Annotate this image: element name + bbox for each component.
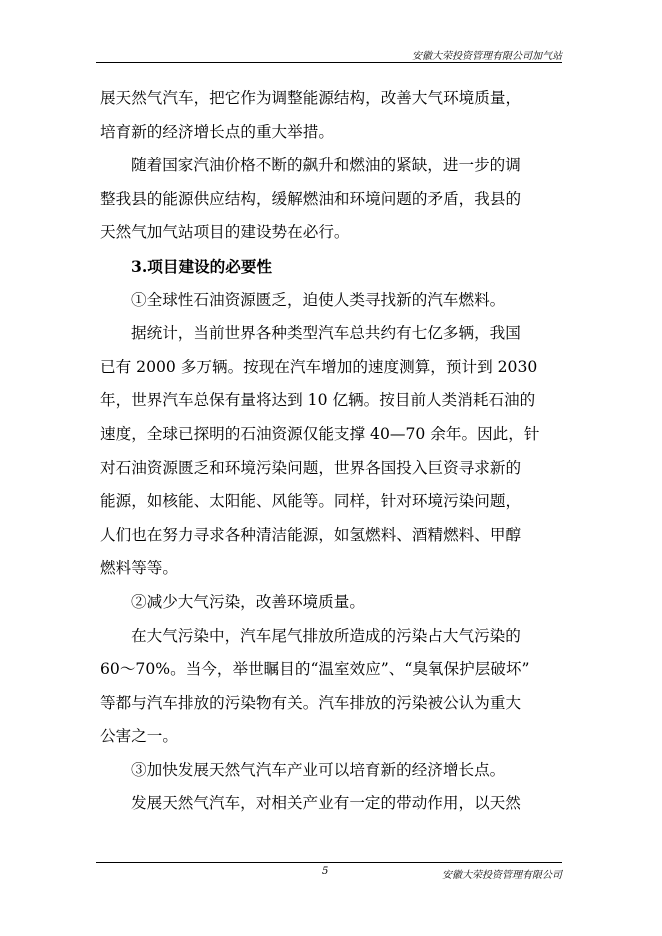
body-text xyxy=(100,82,560,821)
body-line: 在大气污染中，汽车尾气排放所造成的污染占大气污染的 xyxy=(131,626,521,645)
page-number: 5 xyxy=(322,866,329,877)
footer-divider xyxy=(96,862,562,863)
body-line: 能源，如核能、太阳能、风能等。同样，针对环境污染问题， xyxy=(100,492,522,511)
body-line: 人们也在努力寻求各种清洁能源，如氢燃料、酒精燃料、甲醇 xyxy=(100,525,522,544)
body-line: 展天然气汽车，把它作为调整能源结构，改善大气环境质量， xyxy=(100,89,522,107)
body-line: 速度，全球已探明的石油资源仅能支撑 40—70 余年。因此，针 xyxy=(100,424,540,443)
body-line: 培育新的经济增长点的重大举措。 xyxy=(100,122,334,141)
body-line: 整我县的能源供应结构，缓解燃油和环境问题的矛盾，我县的 xyxy=(100,189,522,208)
body-line: 公害之一。 xyxy=(100,727,178,746)
header-divider xyxy=(96,62,562,63)
body-line: 燃料等等。 xyxy=(100,559,178,578)
body-line: 随着国家汽油价格不断的飙升和燃油的紧缺，进一步的调 xyxy=(131,156,521,175)
body-line: 年，世界汽车总保有量将达到 10 亿辆。按目前人类消耗石油的 xyxy=(100,391,536,410)
body-line: 发展天然气汽车，对相关产业有一定的带动作用，以天然 xyxy=(131,794,521,813)
body-line: 天然气加气站项目的建设势在必行。 xyxy=(100,223,350,242)
body-line: 等都与汽车排放的污染物有关。汽车排放的污染被公认为重大 xyxy=(100,693,522,712)
body-line: ②减少大气污染，改善环境质量。 xyxy=(131,592,365,611)
body-line: ③加快发展天然气汽车产业可以培育新的经济增长点。 xyxy=(131,760,506,779)
section-heading: 3.项目建设的必要性 xyxy=(131,256,273,276)
body-line: ①全球性石油资源匮乏，迫使人类寻找新的汽车燃料。 xyxy=(131,290,506,309)
body-line: 据统计，当前世界各种类型汽车总共约有七亿多辆，我国 xyxy=(131,324,521,343)
header-company: 安徽大荣投资管理有限公司加气站 xyxy=(412,51,562,62)
body-line: 60～70%。当今，举世瞩目的“温室效应”、“臭氧保护层破坏” xyxy=(100,660,530,679)
footer-company: 安徽大荣投资管理有限公司 xyxy=(442,870,562,881)
body-line: 对石油资源匮乏和环境污染问题，世界各国投入巨资寻求新的 xyxy=(100,458,522,477)
body-line: 已有 2000 多万辆。按现在汽车增加的速度测算，预计到 2030 xyxy=(100,357,538,376)
